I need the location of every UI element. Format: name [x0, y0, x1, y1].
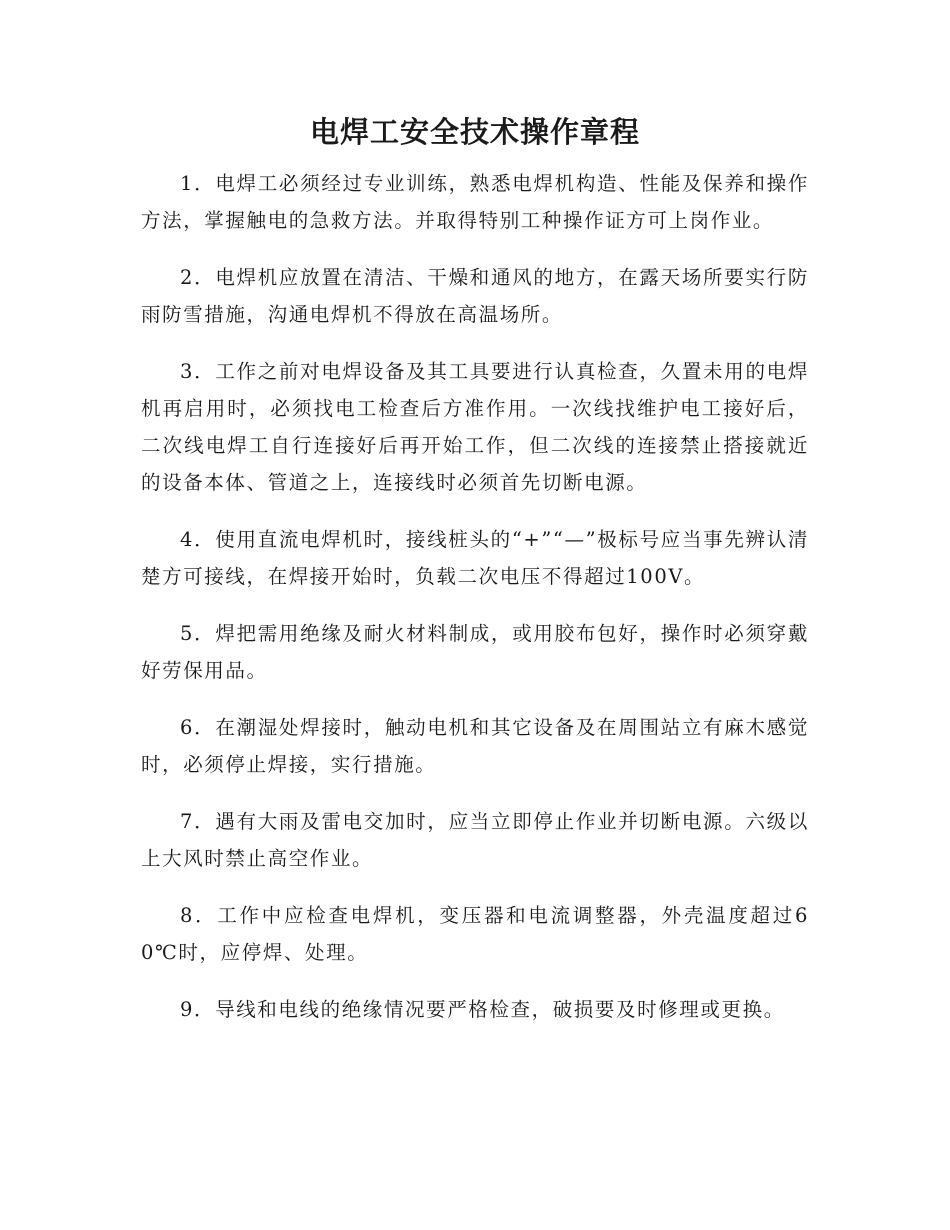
paragraph-7: 7．遇有大雨及雷电交加时，应当立即停止作业并切断电源。六级以上大风时禁止高空作业。	[141, 810, 809, 870]
paragraph-4: 4．使用直流电焊机时，接线桩头的“+”“—”极标号应当事先辨认清楚方可接线，在焊接开始时，负载二次电压不得超过100V。	[141, 528, 809, 588]
page-title: 电焊工安全技术操作章程	[309, 115, 640, 149]
paragraph-9: 9．导线和电线的绝缘情况要严格检查，破损要及时修理或更换。	[180, 998, 785, 1021]
paragraph-5: 5．焊把需用绝缘及耐火材料制成，或用胶布包好，操作时必须穿戴好劳保用品。	[141, 622, 809, 682]
paragraph-1: 1．电焊工必须经过专业训练，熟悉电焊机构造、性能及保养和操作方法，掌握触电的急救方法。并取得特别工种操作证方可上岗作业。	[141, 172, 809, 232]
paragraph-3: 3．工作之前对电焊设备及其工具要进行认真检查，久置未用的电焊机再启用时，必须找电工检查后方准作用。一次线找维护电工接好后，二次线电焊工自行连接好后再开始工作，但二次线的连接禁止搭接就近的设备本体、管道之上，连接线时必须首先切断电源。	[141, 360, 809, 494]
paragraph-2: 2．电焊机应放置在清洁、干燥和通风的地方，在露天场所要实行防雨防雪措施，沟通电焊机不得放在高温场所。	[141, 266, 809, 326]
paragraph-6: 6．在潮湿处焊接时，触动电机和其它设备及在周围站立有麻木感觉时，必须停止焊接，实行措施。	[141, 716, 809, 776]
document-body	[141, 165, 809, 1048]
paragraph-8: 8．工作中应检查电焊机，变压器和电流调整器，外壳温度超过60℃时，应停焊、处理。	[141, 904, 809, 964]
